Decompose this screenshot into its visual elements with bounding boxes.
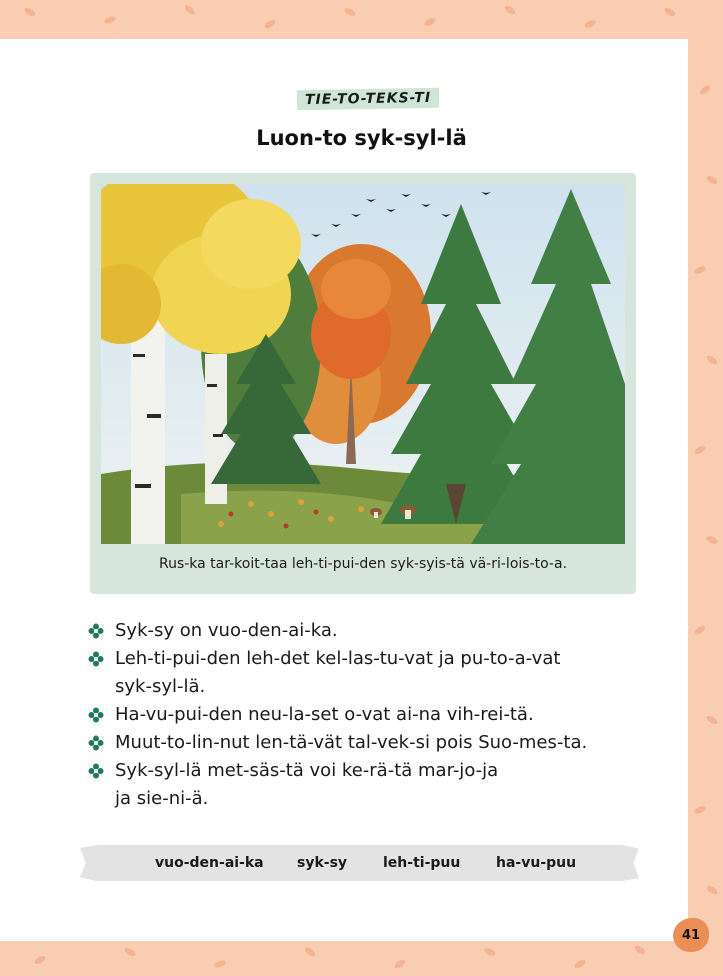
list-item: [88, 617, 648, 645]
figure-caption: Rus-ka tar-koit-taa leh-ti-pui-den syk-syis-tä vä-ri-lois-to-a.: [158, 556, 568, 572]
strip-word: vuo-den-ai-ka: [155, 855, 264, 871]
flower-bullet-icon: [88, 735, 104, 751]
flower-bullet-icon: [88, 651, 104, 667]
flower-bullet-icon: [88, 707, 104, 723]
list-item: [88, 757, 648, 813]
list-item-text: Syk-syl-lä met-säs-tä voi ke-rä-tä mar-jo-ja: [115, 760, 499, 781]
page-number: 41: [673, 918, 709, 952]
list-item-text: Syk-sy on vuo-den-ai-ka.: [115, 620, 338, 641]
page-title: Luon-to syk-syl-lä: [256, 126, 467, 150]
fact-list: [88, 617, 648, 813]
list-item-text-continued: syk-syl-lä.: [115, 676, 206, 697]
flower-bullet-icon: [88, 763, 104, 779]
list-item: [88, 729, 648, 757]
figure-frame: [90, 173, 636, 594]
list-item: [88, 645, 648, 701]
list-item: [88, 701, 648, 729]
list-item-text: Muut-to-lin-nut len-tä-vät tal-vek-si pois Suo-mes-ta.: [115, 732, 588, 753]
list-item-text: Ha-vu-pui-den neu-la-set o-vat ai-na vih-rei-tä.: [115, 704, 534, 725]
strip-word: ha-vu-puu: [496, 855, 577, 871]
autumn-forest-illustration: [101, 184, 625, 544]
list-item-text: Leh-ti-pui-den leh-det kel-las-tu-vat ja pu-to-a-vat: [115, 648, 561, 669]
strip-word: syk-sy: [297, 855, 348, 871]
list-item-text-continued: ja sie-ni-ä.: [115, 788, 209, 809]
strip-word: leh-ti-puu: [383, 855, 461, 871]
flower-bullet-icon: [88, 623, 104, 639]
section-tag: TIE-TO-TEKS-TI: [297, 88, 439, 110]
